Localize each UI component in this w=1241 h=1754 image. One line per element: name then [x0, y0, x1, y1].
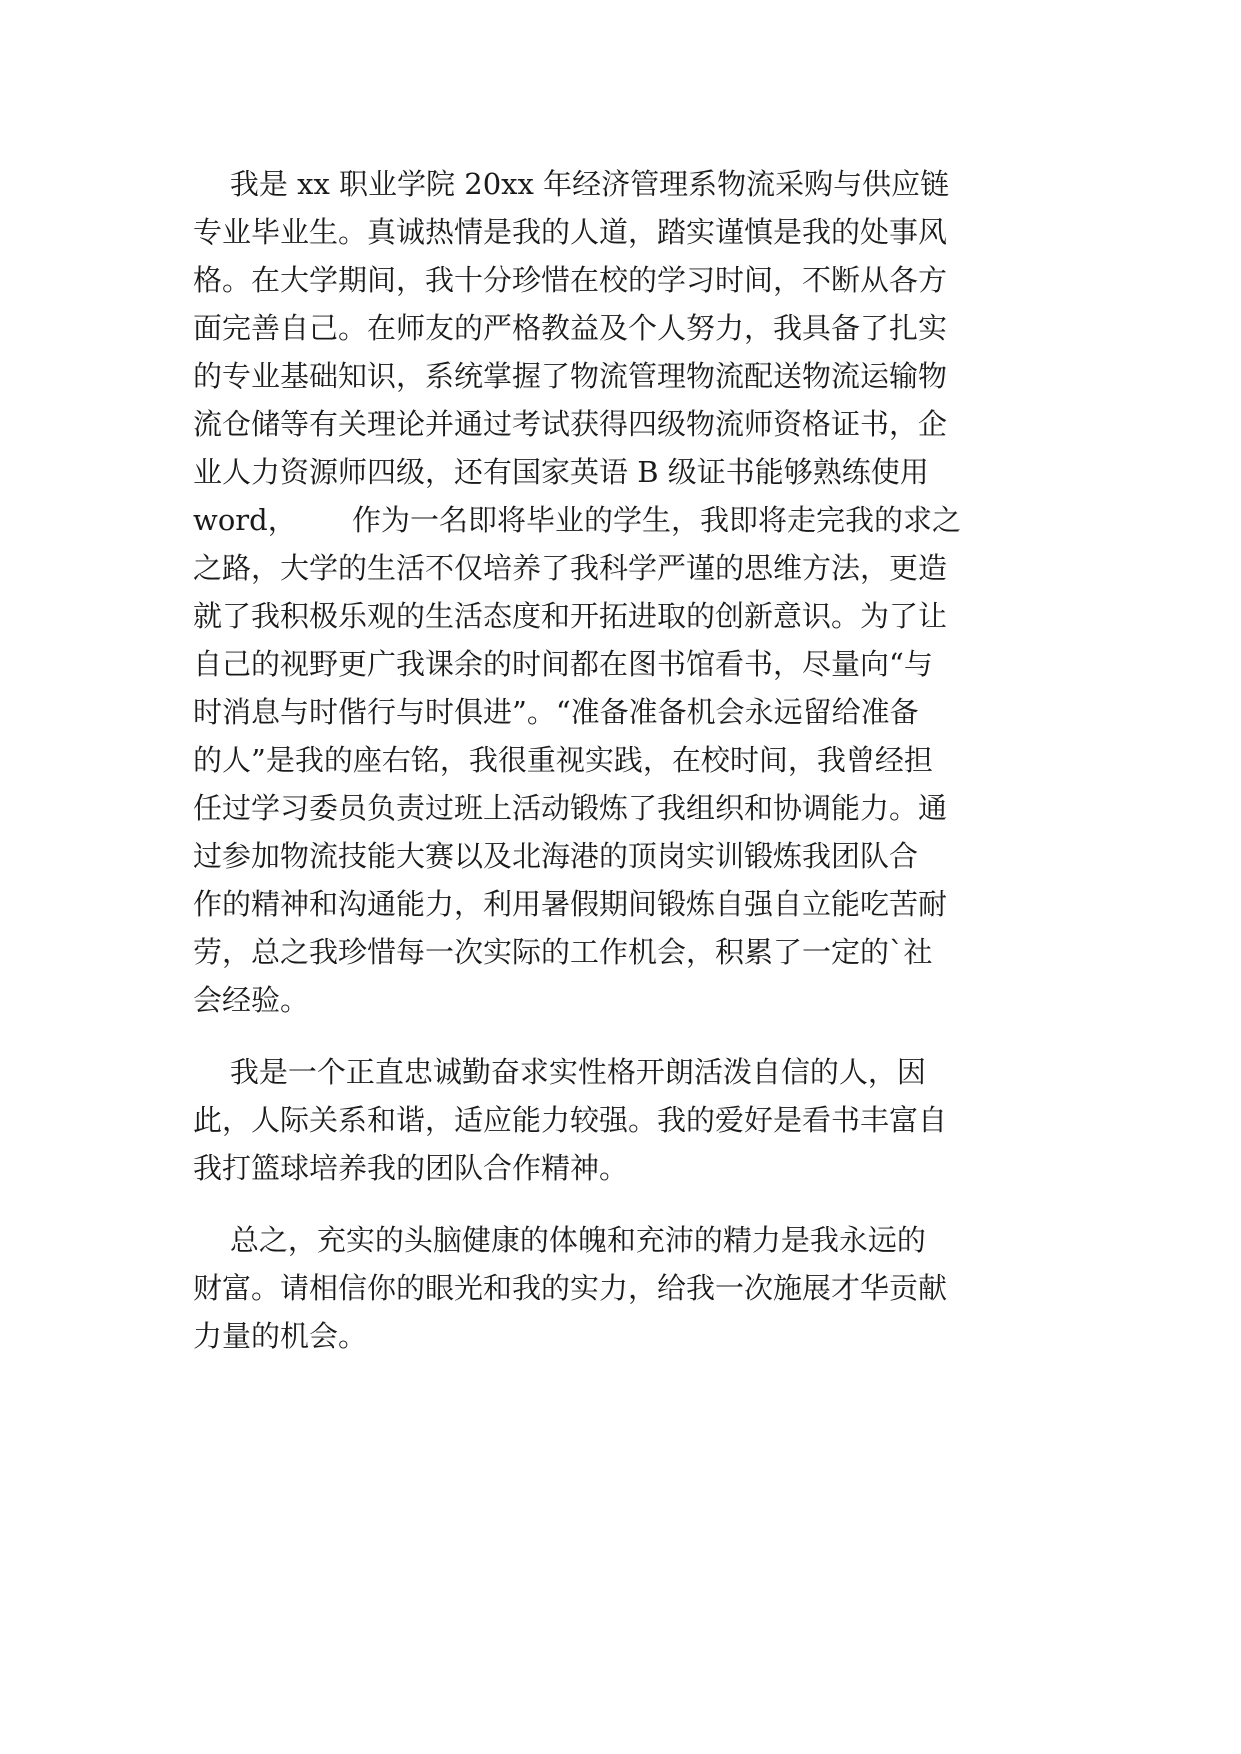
paragraph-line: word， 作为一名即将毕业的学生，我即将走完我的求之 [193, 503, 962, 537]
paragraph-line: 此，人际关系和谐，适应能力较强。我的爱好是看书丰富自 [193, 1103, 948, 1137]
paragraph-line: 我打篮球培养我的团队合作精神。 [193, 1151, 629, 1185]
paragraph-1 [193, 160, 1053, 1024]
paragraph-line: 面完善自己。在师友的严格教益及个人努力，我具备了扎实 [193, 311, 948, 345]
paragraph-line: 总之，充实的头脑健康的体魄和充沛的精力是我永远的 [193, 1223, 926, 1257]
paragraph-line: 专业毕业生。真诚热情是我的人道，踏实谨慎是我的处事风 [193, 215, 948, 249]
paragraph-line: 力量的机会。 [193, 1319, 368, 1353]
paragraph-line: 任过学习委员负责过班上活动锻炼了我组织和协调能力。通 [193, 791, 948, 825]
paragraph-line: 会经验。 [193, 983, 310, 1017]
paragraph-spacer [193, 1024, 1053, 1048]
paragraph-line: 我是一个正直忠诚勤奋求实性格开朗活泼自信的人，因 [193, 1055, 926, 1089]
paragraph-line: 作的精神和沟通能力，利用暑假期间锻炼自强自立能吃苦耐 [193, 887, 948, 921]
paragraph-spacer [193, 1192, 1053, 1216]
paragraph-line: 就了我积极乐观的生活态度和开拓进取的创新意识。为了让 [193, 599, 948, 633]
paragraph-line: 自己的视野更广我课余的时间都在图书馆看书，尽量向“与 [193, 647, 933, 681]
paragraph-3 [193, 1216, 1053, 1360]
paragraph-line: 劳，总之我珍惜每一次实际的工作机会，积累了一定的`社 [193, 935, 933, 969]
paragraph-2 [193, 1048, 1053, 1192]
paragraph-line: 格。在大学期间，我十分珍惜在校的学习时间，不断从各方 [193, 263, 948, 297]
paragraph-line: 时消息与时偕行与时俱进”。“准备准备机会永远留给准备 [193, 695, 919, 729]
paragraph-line: 之路，大学的生活不仅培养了我科学严谨的思维方法，更造 [193, 551, 948, 585]
paragraph-line: 业人力资源师四级，还有国家英语 B 级证书能够熟练使用 [193, 455, 929, 489]
paragraph-line: 过参加物流技能大赛以及北海港的顶岗实训锻炼我团队合 [193, 839, 919, 873]
paragraph-line: 的人”是我的座右铭，我很重视实践，在校时间，我曾经担 [193, 743, 933, 777]
paragraph-line: 我是 xx 职业学院 20xx 年经济管理系物流采购与供应链 [193, 167, 950, 201]
paragraph-line: 财富。请相信你的眼光和我的实力，给我一次施展才华贡献 [193, 1271, 948, 1305]
paragraph-line: 的专业基础知识，系统掌握了物流管理物流配送物流运输物 [193, 359, 948, 393]
document-body [193, 160, 1053, 1360]
paragraph-line: 流仓储等有关理论并通过考试获得四级物流师资格证书，企 [193, 407, 948, 441]
